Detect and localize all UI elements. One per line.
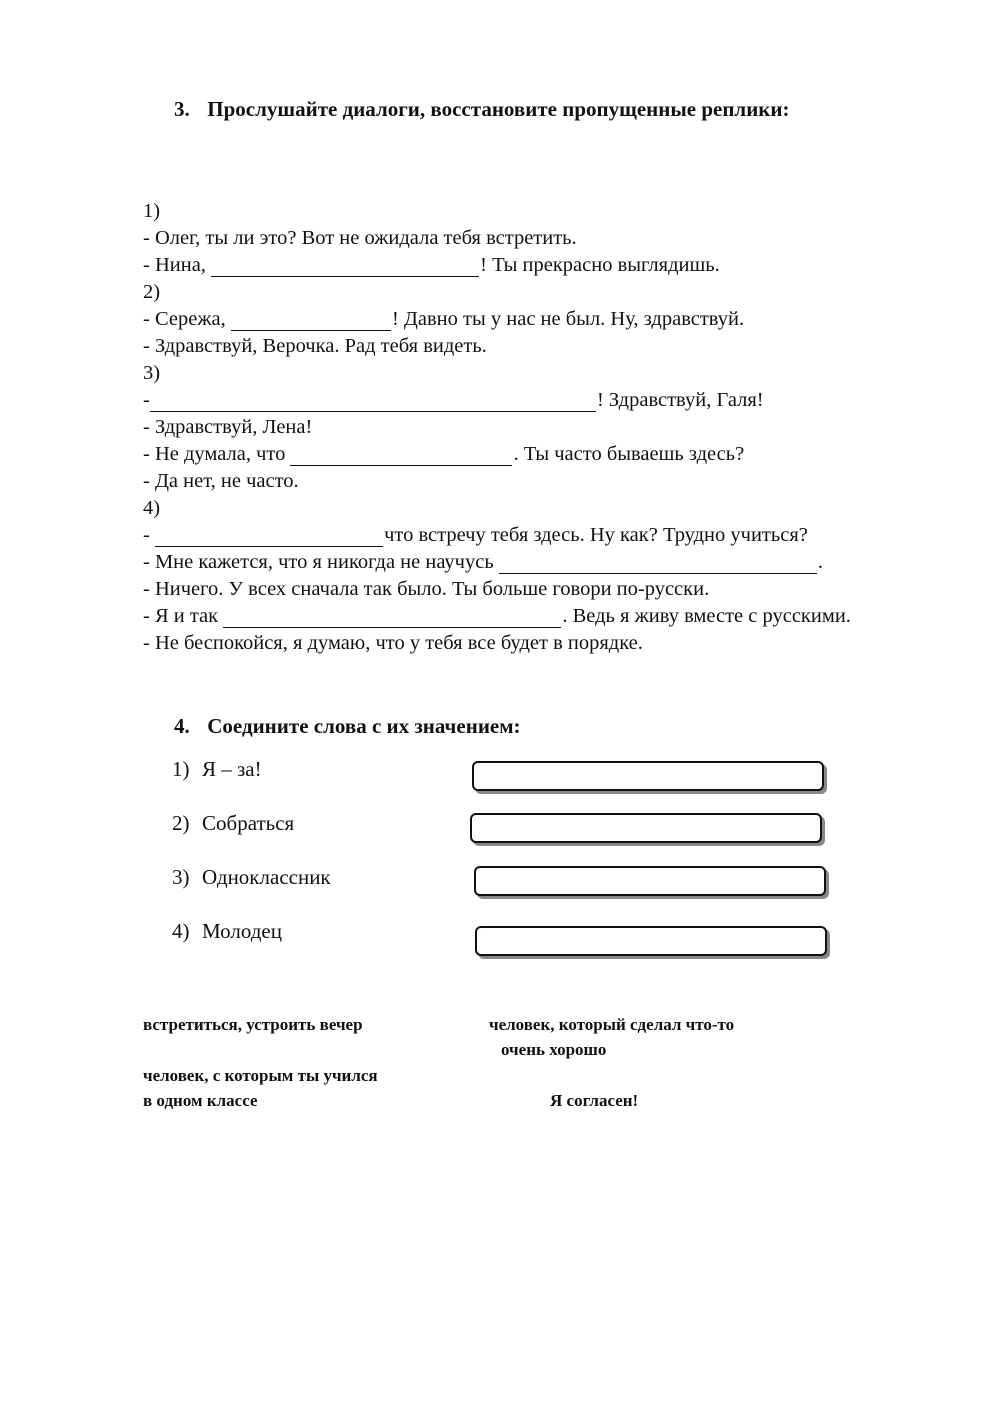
word-item: 1) Я – за! bbox=[172, 757, 262, 781]
section-4-title: Соедините слова с их значением: bbox=[207, 714, 521, 738]
dialogue-line: - Не беспокойся, я думаю, что у тебя все будет в порядке. bbox=[143, 632, 643, 654]
dialogue-line: - ! Здравствуй, Галя! bbox=[143, 389, 764, 411]
meaning-option[interactable]: человек, с которым ты учился в одном классе bbox=[143, 1066, 378, 1110]
meaning-option[interactable]: Я согласен! bbox=[550, 1091, 639, 1110]
dialogue-line: - Ничего. У всех сначала так было. Ты больше говори по-русски. bbox=[143, 578, 710, 600]
dialogue-1-number: 1) bbox=[143, 200, 161, 222]
meaning-option[interactable]: встретиться, устроить вечер bbox=[143, 1015, 363, 1034]
blank-input[interactable] bbox=[223, 607, 561, 628]
dialogue-4-number: 4) bbox=[143, 497, 161, 519]
dialogue-line: - Да нет, не часто. bbox=[143, 470, 299, 492]
answer-box-4[interactable] bbox=[475, 926, 827, 956]
meaning-option[interactable]: человек, который сделал что-то очень хорошо bbox=[489, 1015, 735, 1059]
dialogue-line: - Сережа, ! Давно ты у нас не был. Ну, здравствуй. bbox=[143, 308, 745, 330]
word-item: 2) Собраться bbox=[172, 811, 295, 835]
dialogue-line: - Не думала, что . Ты часто бываешь здесь? bbox=[143, 443, 745, 465]
blank-input[interactable] bbox=[211, 256, 479, 277]
section-3-title: Прослушайте диалоги, восстановите пропущенные реплики: bbox=[207, 97, 790, 121]
word-item: 4) Молодец bbox=[172, 919, 282, 943]
answer-box-3[interactable] bbox=[474, 866, 826, 896]
answer-box-1[interactable] bbox=[472, 761, 824, 791]
dialogue-line: - Я и так . Ведь я живу вместе с русскими. bbox=[143, 605, 851, 627]
dialogue-line: - Здравствуй, Лена! bbox=[143, 416, 313, 438]
dialogue-line: - Олег, ты ли это? Вот не ожидала тебя встретить. bbox=[143, 227, 577, 249]
dialogue-line: - Мне кажется, что я никогда не научусь . bbox=[143, 551, 824, 573]
answer-box-2[interactable] bbox=[470, 813, 822, 843]
dialogue-2-number: 2) bbox=[143, 281, 161, 303]
dialogue-line: - что встречу тебя здесь. Ну как? Трудно учиться? bbox=[143, 524, 808, 546]
blank-input[interactable] bbox=[231, 310, 391, 331]
section-4-heading bbox=[174, 714, 521, 739]
dialogue-3-number: 3) bbox=[143, 362, 161, 384]
dialogue-line: - Здравствуй, Верочка. Рад тебя видеть. bbox=[143, 335, 487, 357]
dialogue-line: - Нина, ! Ты прекрасно выглядишь. bbox=[143, 254, 720, 276]
section-3-heading bbox=[174, 97, 790, 122]
blank-input[interactable] bbox=[150, 391, 596, 412]
section-4-number: 4. bbox=[174, 714, 190, 738]
blank-input[interactable] bbox=[155, 526, 383, 547]
section-3-number: 3. bbox=[174, 97, 190, 121]
word-item: 3) Одноклассник bbox=[172, 865, 331, 889]
blank-input[interactable] bbox=[499, 553, 817, 574]
blank-input[interactable] bbox=[290, 445, 512, 466]
